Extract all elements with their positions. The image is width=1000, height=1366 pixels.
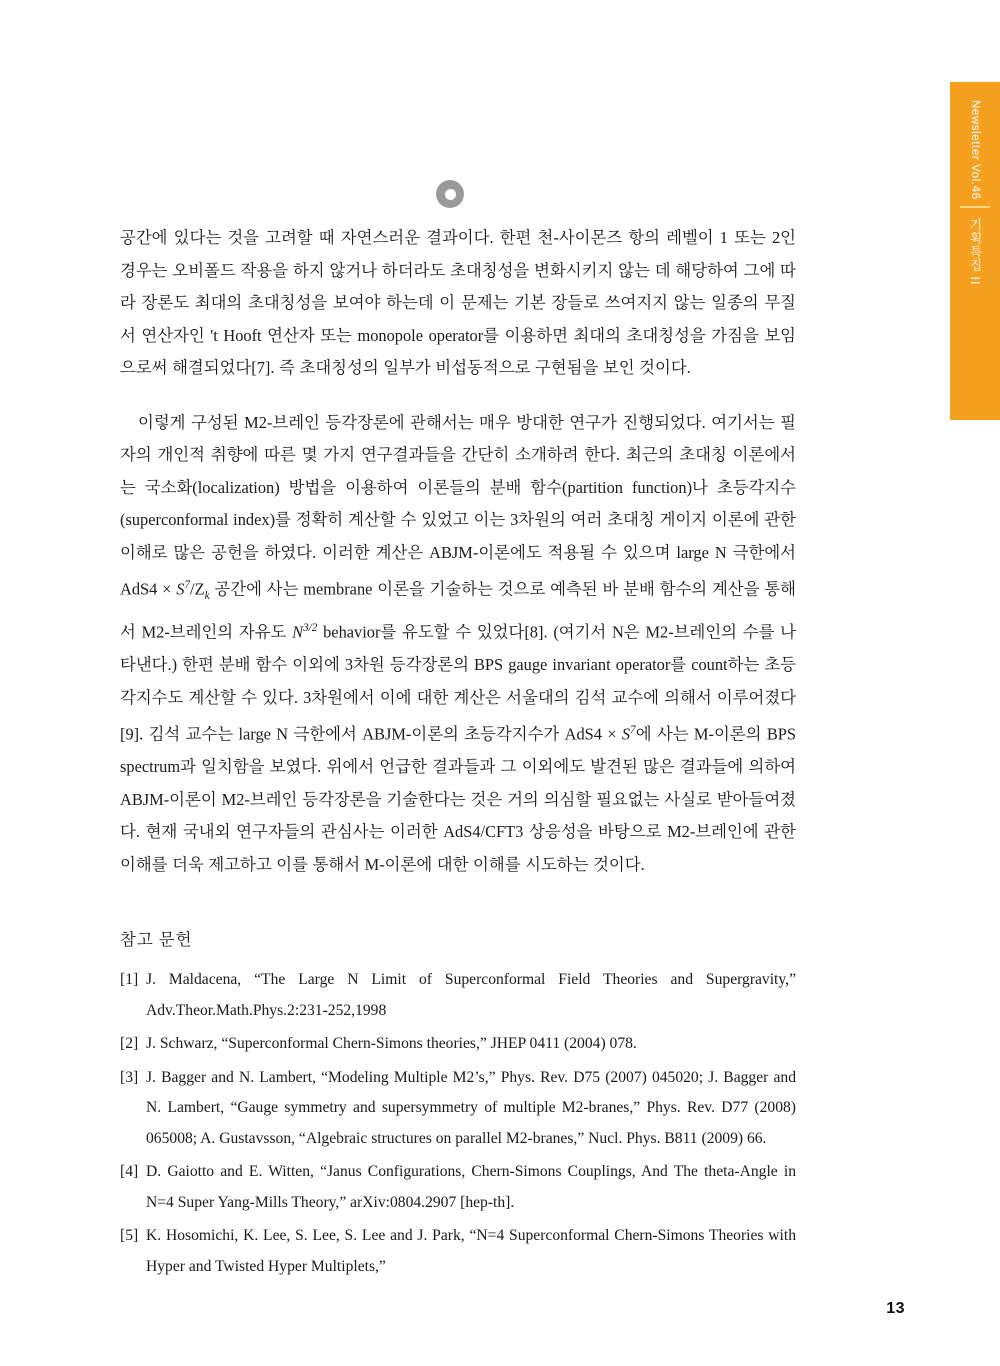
paragraph-2-segment-4: 에 사는 M-이론의 BPS spectrum과 일치함을 보였다. 위에서 언급한 결과들과 그 이외에도 발견된 많은 결과들에 의하여 ABJM-이론이 M2-브레인 등각장론을 기술한다는 것은 거의 의심할 필요없는 사실로 받아들여졌다. 현재 국내외 연구자들의 관심사는 이러한 AdS4/CFT3 상응성을 바탕으로 M2-브레인에 관한 이해를 더욱 제고하고 이를 통해서 M-이론에 대한 이해를 시도하는 것이다. xyxy=(120,724,796,874)
math-s7-base: S xyxy=(621,724,631,744)
paragraph-2-segment-1: 이렇게 구성된 M2-브레인 등각장론에 관해서는 매우 방대한 연구가 진행되었다. 여기서는 필자의 개인적 취향에 따른 몇 가지 연구결과들을 간단히 소개하려 한다. 최근의 초대칭 이론에서는 국소화(localization) 방법을 이용하여 이론들의 분배 함수(partition function)나 초등각지수(superconformal index)를 정확히 계산할 수 있었고 이는 3차원의 여러 초대칭 게이지 이론에 관한 이해로 많은 공헌을 하였다. 이러한 계산은 ABJM-이론에도 적용될 수 있으며 large N 극한에서 AdS4 × xyxy=(120,412,796,599)
reference-number: [3] xyxy=(120,1068,139,1086)
ring-ornament-icon xyxy=(436,180,464,208)
math-z-subscript: k xyxy=(204,589,210,602)
reference-number: [4] xyxy=(120,1163,139,1181)
reference-text: J. Bagger and N. Lambert, “Modeling Multiple M2’s,” Phys. Rev. D75 (2007) 045020; J. Bagger and N. Lambert, “Gauge symmetry and supersymmetry of multiple M2-branes,” Phys. Rev. D77 (2008) 065008; A. Gustavsson, “Algebraic structures on parallel M2-branes,” Nucl. Phys. B811 (2009) 66. xyxy=(146,1068,796,1147)
side-tab-volume-label: Newsletter Vol.46 xyxy=(969,100,981,200)
reference-text: D. Gaiotto and E. Witten, “Janus Configurations, Chern-Simons Couplings, And The theta-Angle in N=4 Super Yang-Mills Theory,” arXiv:0804.2907 [hep-th]. xyxy=(146,1163,796,1211)
math-n-base: N xyxy=(292,622,304,642)
math-n-superscript: 3/2 xyxy=(303,622,318,635)
math-z-mid: /Z xyxy=(190,579,205,599)
reference-item xyxy=(120,1157,796,1218)
references-list xyxy=(120,965,796,1282)
reference-text: J. Schwarz, “Superconformal Chern-Simons theories,” JHEP 0411 (2004) 078. xyxy=(146,1035,637,1053)
reference-number: [2] xyxy=(120,1035,139,1053)
paragraph-2-segment-2: 공간에 사는 membrane 이론을 기술하는 것으로 예측된 바 분배 함수의 계산을 통해서 M2-브레인의 자유도 xyxy=(120,579,796,642)
math-s-base: S xyxy=(176,579,185,599)
paragraph-2-segment-3: behavior를 유도할 수 있었다[8]. (여기서 N은 M2-브레인의 수를 나타낸다.) 한편 분배 함수 이외에 3차원 등각장론의 BPS gauge invariant operator를 count하는 초등각지수도 계산할 수 있다. 3차원에서 이에 대한 계산은 서울대의 김석 교수에 의해서 이루어졌다[9]. 김석 교수는 large N 극한에서 ABJM-이론의 초등각지수가 AdS4 × xyxy=(120,622,797,744)
math-s7-superscript: 7 xyxy=(630,724,636,737)
reference-number: [5] xyxy=(120,1227,139,1245)
reference-number: [1] xyxy=(120,971,139,989)
paragraph-2 xyxy=(120,407,796,882)
reference-text: K. Hosomichi, K. Lee, S. Lee, S. Lee and J. Park, “N=4 Superconformal Chern-Simons Theories with Hyper and Twisted Hyper Multiplets,” xyxy=(146,1227,796,1275)
reference-item xyxy=(120,1063,796,1155)
reference-item xyxy=(120,1221,796,1282)
reference-item xyxy=(120,1029,796,1060)
side-tab-section-label: 기획특집 II xyxy=(968,217,982,286)
paragraph-1: 공간에 있다는 것을 고려할 때 자연스러운 결과이다. 한편 천-사이몬즈 항의 레벨이 1 또는 2인 경우는 오비폴드 작용을 하지 않거나 하더라도 초대칭성을 변화시키지 않는 데 해당하여 그에 따라 장론도 최대의 초대칭성을 보여야 하는데 이 문제는 기본 장들로 쓰여지지 않는 일종의 무질서 연산자인 't Hooft 연산자 또는 monopole operator를 이용하면 최대의 초대칭성을 가짐을 보임으로써 해결되었다[7]. 즉 초대칭성의 일부가 비섭동적으로 구현됨을 보인 것이다. xyxy=(120,228,796,377)
reference-text: J. Maldacena, “The Large N Limit of Superconformal Field Theories and Supergravity,” Adv.Theor.Math.Phys.2:231-252,1998 xyxy=(146,971,796,1019)
reference-item xyxy=(120,965,796,1026)
side-tab-divider xyxy=(960,206,990,208)
references-heading: 참고 문헌 xyxy=(120,930,193,950)
side-tab xyxy=(950,82,1000,420)
page-content xyxy=(120,222,796,1285)
math-s-superscript: 7 xyxy=(184,579,191,591)
page-number: 13 xyxy=(886,1300,905,1317)
